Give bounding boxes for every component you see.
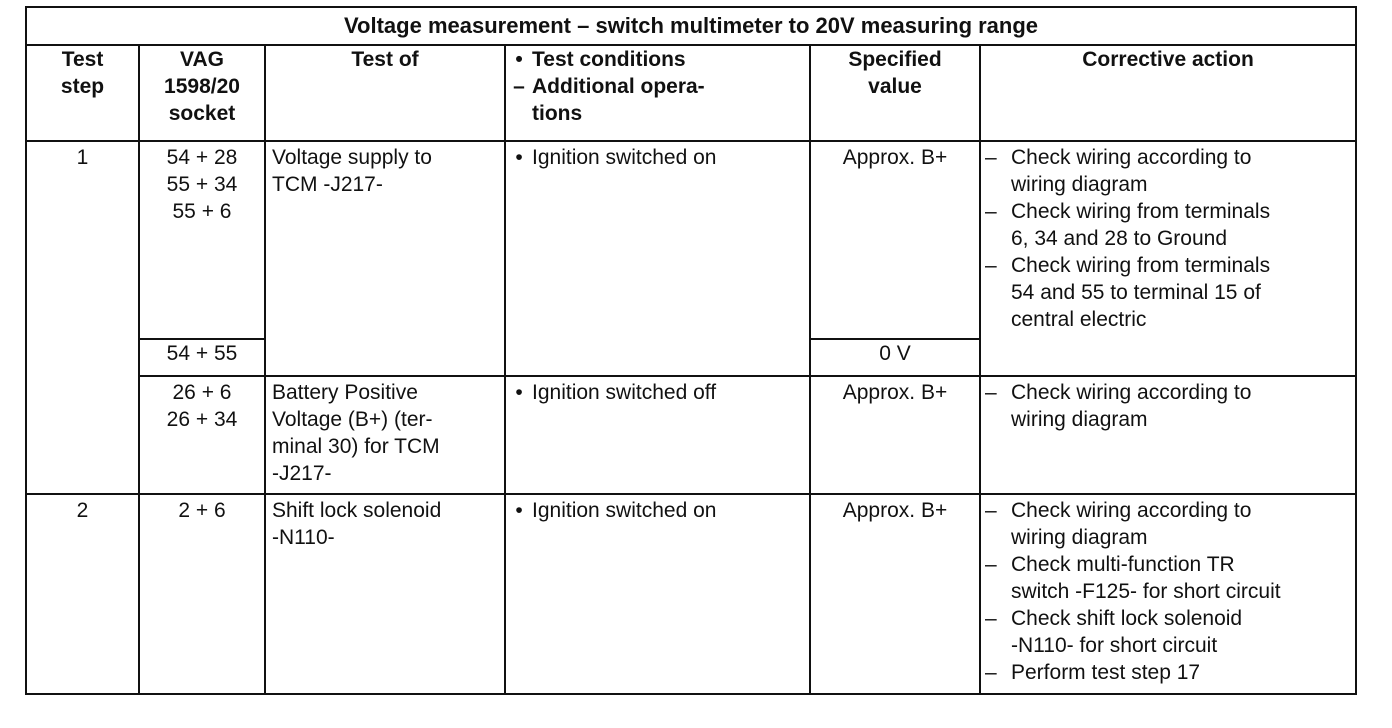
header-specified-value: Specified value bbox=[810, 45, 980, 141]
list-item: – Check wiring according to wiring diagram bbox=[985, 146, 1252, 197]
test-of-cell: Shift lock solenoid -N110- bbox=[265, 494, 505, 694]
header-test-conditions: • Test conditions – Additional opera- tions bbox=[505, 45, 810, 141]
header-vag-socket: VAG 1598/20 socket bbox=[139, 45, 265, 141]
specified-value-cell: Approx. B+ bbox=[810, 141, 980, 339]
table-row bbox=[26, 494, 1356, 694]
corrective-action-cell bbox=[980, 141, 1356, 375]
table-row bbox=[26, 141, 1356, 339]
specified-value-cell: 0 V bbox=[810, 339, 980, 375]
action-list bbox=[981, 379, 1355, 433]
list-item: – Check wiring according to wiring diagram bbox=[985, 498, 1252, 549]
action-list bbox=[981, 497, 1355, 686]
header-test-of: Test of bbox=[265, 45, 505, 141]
socket-cell: 2 + 6 bbox=[139, 494, 265, 694]
socket-cell: 54 + 55 bbox=[139, 339, 265, 375]
corrective-action-cell bbox=[980, 376, 1356, 494]
table-row bbox=[26, 376, 1356, 494]
list-item: – Check multi-function TR switch -F125- for short circuit bbox=[985, 552, 1281, 603]
test-of-cell: Voltage supply to TCM -J217- bbox=[265, 141, 505, 375]
header-corrective-action: Corrective action bbox=[980, 45, 1356, 141]
action-list bbox=[981, 144, 1355, 333]
specified-value-cell: Approx. B+ bbox=[810, 376, 980, 494]
socket-cell: 26 + 6 26 + 34 bbox=[139, 376, 265, 494]
condition-cell: • Ignition switched off bbox=[505, 376, 810, 494]
socket-cell: 54 + 28 55 + 34 55 + 6 bbox=[139, 141, 265, 339]
list-item: – Check wiring from terminals 6, 34 and 28 to Ground bbox=[985, 200, 1271, 251]
specified-value-cell: Approx. B+ bbox=[810, 494, 980, 694]
list-item: – Perform test step 17 bbox=[985, 660, 1201, 684]
condition-cell: • Ignition switched on bbox=[505, 141, 810, 375]
list-item: – Check wiring from terminals 54 and 55 to terminal 15 of central electric bbox=[985, 254, 1271, 332]
header-test-step: Test step bbox=[26, 45, 139, 141]
test-step-1: 1 bbox=[26, 141, 139, 494]
test-table bbox=[25, 6, 1357, 695]
table-title: Voltage measurement – switch multimeter to 20V measuring range bbox=[26, 7, 1356, 45]
corrective-action-cell bbox=[980, 494, 1356, 694]
list-item: – Check wiring according to wiring diagram bbox=[985, 380, 1252, 431]
test-step-2: 2 bbox=[26, 494, 139, 694]
list-item: – Check shift lock solenoid -N110- for short circuit bbox=[985, 606, 1243, 657]
test-of-cell: Battery Positive Voltage (B+) (ter- minal 30) for TCM -J217- bbox=[265, 376, 505, 494]
condition-cell: • Ignition switched on bbox=[505, 494, 810, 694]
